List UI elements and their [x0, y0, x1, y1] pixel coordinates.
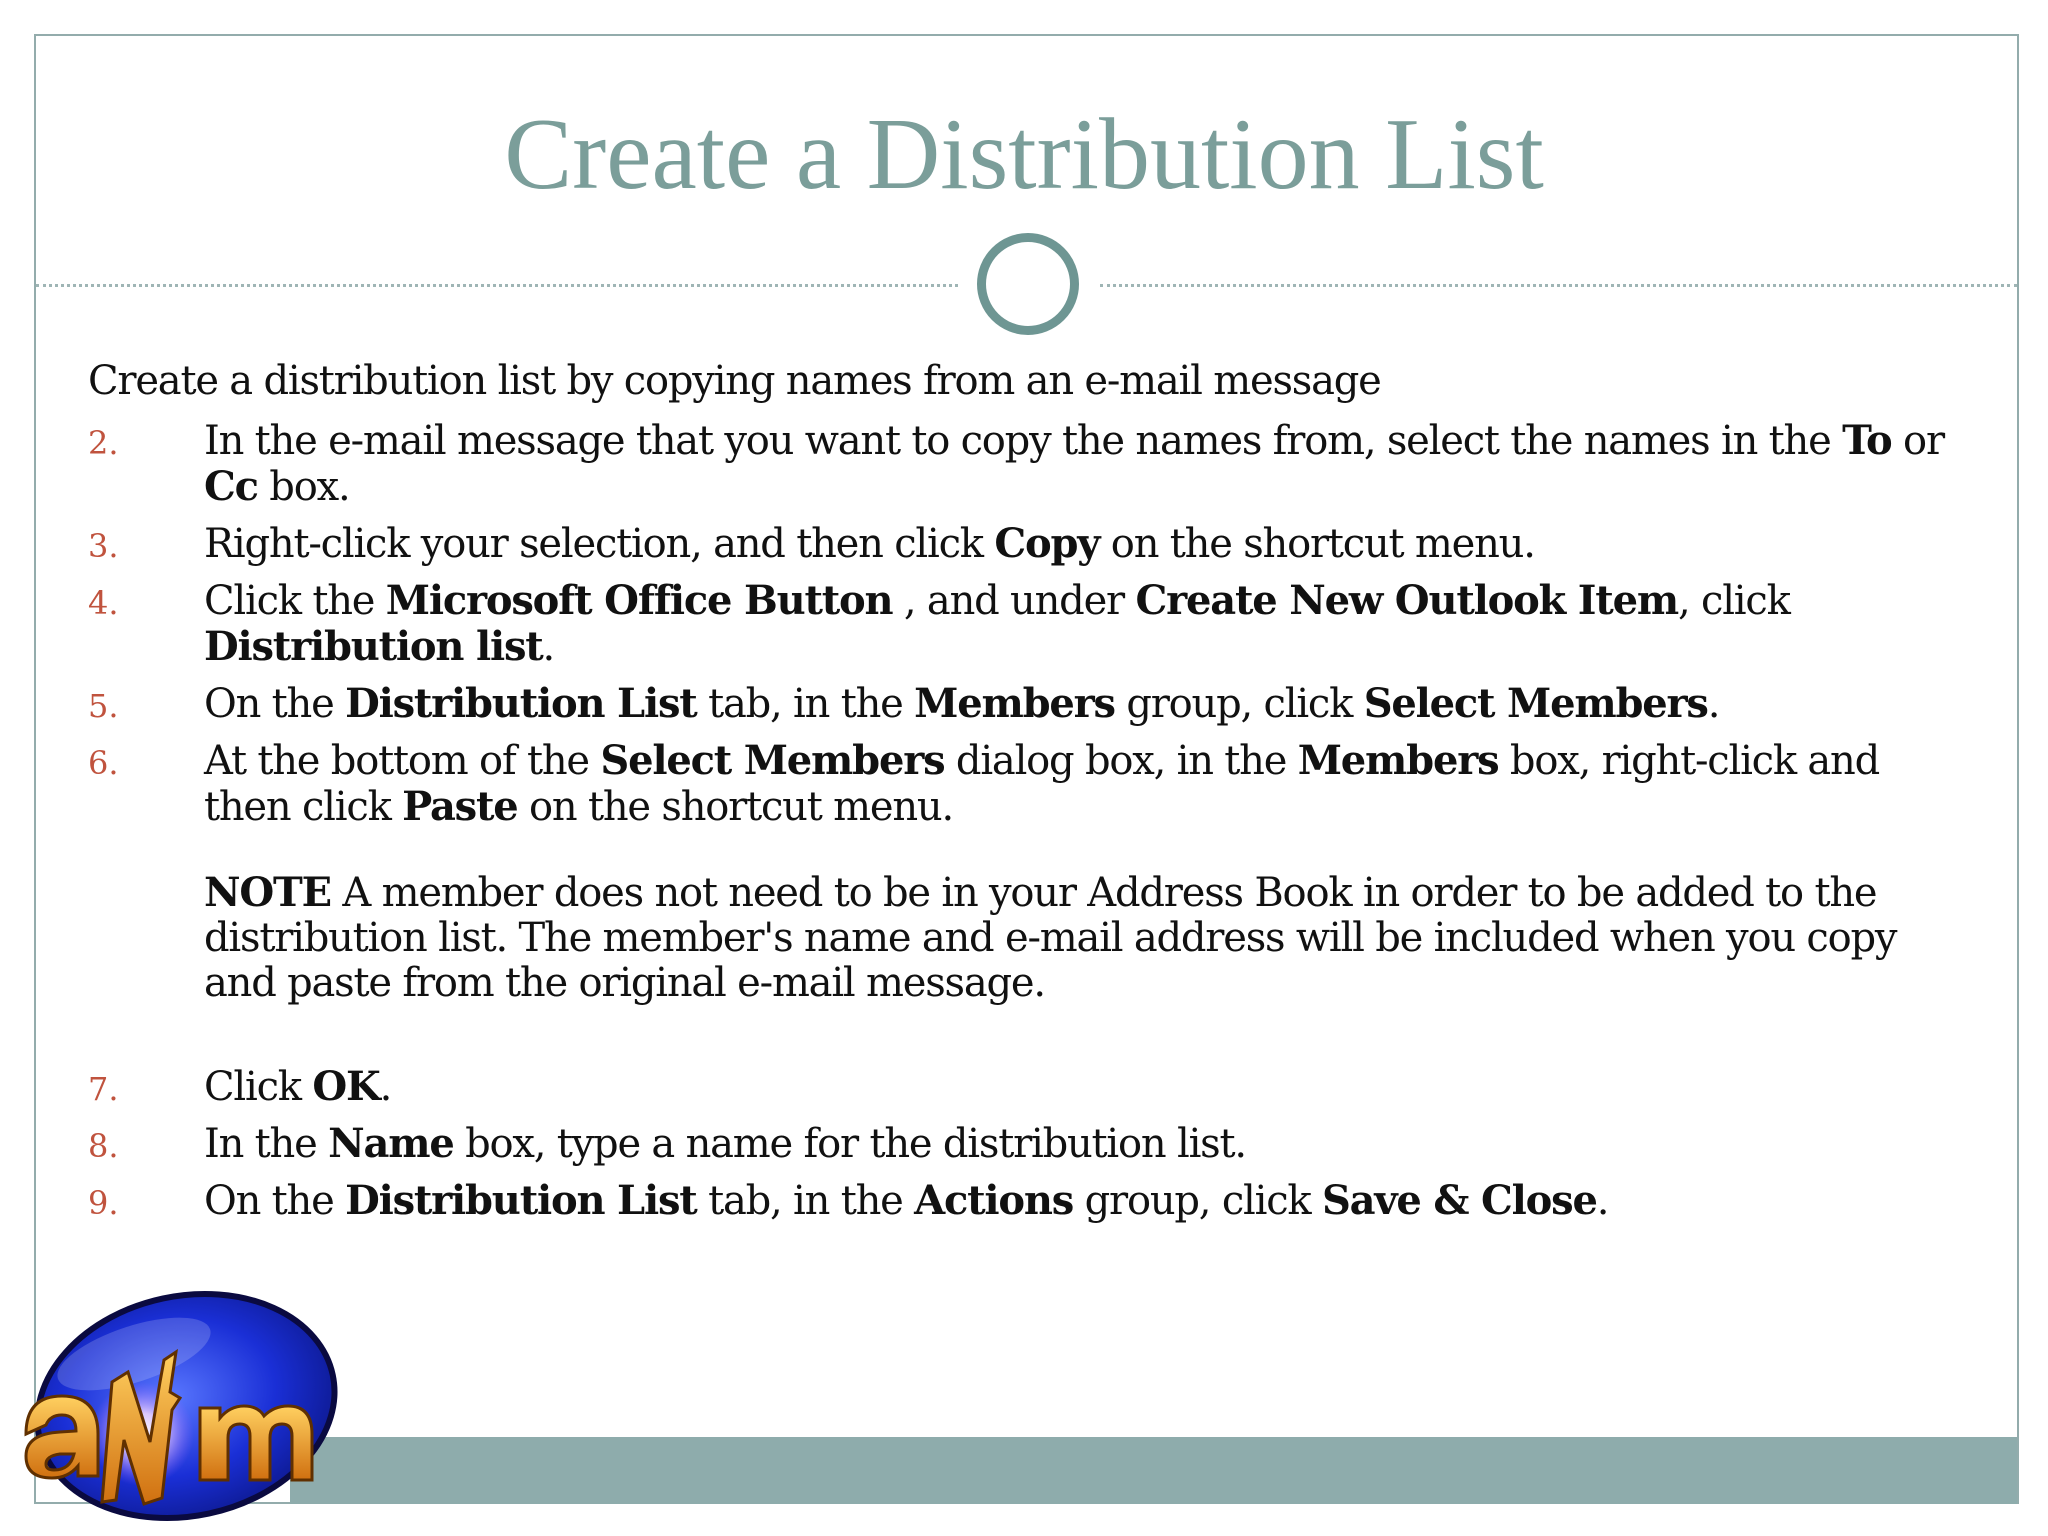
list-item-number: 4. [88, 584, 119, 622]
list-item-text: box. [257, 464, 350, 510]
slide-title: Create a Distribution List [504, 98, 1544, 211]
list-item-number: 9. [88, 1184, 119, 1222]
list-item-text: tab, in the [696, 681, 915, 727]
list-item [88, 681, 1968, 727]
list-item-number: 2. [88, 424, 119, 462]
list-item-text: or [1891, 418, 1944, 464]
list-item [88, 521, 1968, 567]
intro-text: Create a distribution list by copying names from an e-mail message [88, 358, 1381, 404]
list-item-text: At the bottom of the [204, 738, 601, 784]
bold-term: Create New Outlook Item [1135, 577, 1678, 624]
note-text: A member does not need to be in your Address Book in order to be added to the distribution list. The member's name and e-mail address will be included when you copy and paste from the original e-mail message. [204, 870, 1897, 1006]
bold-term: Save & Close [1321, 1177, 1597, 1224]
list-item-text: box, type a name for the distribution list. [453, 1121, 1246, 1167]
list-item-text: In the [204, 1121, 329, 1167]
list-item-text: On the [204, 681, 346, 727]
list-item-text: . [1596, 1178, 1609, 1224]
bold-term: Name [328, 1120, 454, 1167]
bold-term: Microsoft Office Button [385, 577, 893, 624]
spacer [88, 1006, 1968, 1053]
list-item-number: 6. [88, 744, 119, 782]
title-divider-right [1100, 284, 2017, 287]
bold-term: Select Members [600, 737, 945, 784]
list-item-text: on the shortcut menu. [517, 784, 953, 830]
note-paragraph [88, 870, 1968, 1006]
list-item [88, 1178, 1968, 1224]
bold-term: Paste [402, 783, 518, 830]
list-item-text: . [542, 624, 555, 670]
bold-term: Copy [994, 520, 1100, 567]
slide-body [88, 355, 1968, 1224]
list-item [88, 578, 1968, 670]
list-item-text: dialog box, in the [944, 738, 1298, 784]
list-item-text: box, right-click and then click [204, 738, 1880, 830]
list-item-number: 7. [88, 1070, 119, 1108]
footer-band [290, 1437, 2017, 1504]
bold-term: Distribution list [204, 623, 543, 670]
list-item-text: , click [1677, 578, 1790, 624]
list-item-text: tab, in the [696, 1178, 915, 1224]
list-item-text: on the shortcut menu. [1099, 521, 1535, 567]
list-item-number: 8. [88, 1127, 119, 1165]
bold-term: Cc [204, 463, 258, 510]
bold-term: Members [1297, 737, 1499, 784]
list-item-text: . [379, 1064, 392, 1110]
bold-term: Distribution List [345, 1177, 697, 1224]
title-divider-left [36, 284, 958, 287]
list-item-text: group, click [1073, 1178, 1322, 1224]
list-item-number: 3. [88, 527, 119, 565]
list-item-text: Right-click your selection, and then click [204, 521, 995, 567]
list-item-text: In the e-mail message that you want to copy the names from, select the names in the [204, 418, 1843, 464]
bold-term: Actions [914, 1177, 1074, 1224]
bold-term: Members [914, 680, 1115, 727]
list-item [88, 1064, 1968, 1110]
list-item-text: On the [204, 1178, 346, 1224]
steps-list-second [88, 1064, 1968, 1224]
note-label: NOTE [204, 869, 331, 916]
bold-term: OK [312, 1063, 380, 1110]
list-item-text: Click the [204, 578, 386, 624]
bold-term: Select Members [1363, 680, 1708, 727]
ring-ornament-icon [977, 233, 1079, 335]
list-item-number: 5. [88, 687, 119, 725]
list-item-text: group, click [1114, 681, 1364, 727]
list-item-text: Click [204, 1064, 313, 1110]
anm-logo [14, 1284, 344, 1536]
bold-term: To [1842, 417, 1892, 464]
logo-letter-m [200, 1406, 312, 1480]
list-item [88, 738, 1968, 830]
list-item-text: . [1707, 681, 1720, 727]
steps-list-first [88, 418, 1968, 830]
bold-term: Distribution List [345, 680, 697, 727]
list-item [88, 418, 1968, 510]
list-item-text: , and under [892, 578, 1136, 624]
list-item [88, 1121, 1968, 1167]
